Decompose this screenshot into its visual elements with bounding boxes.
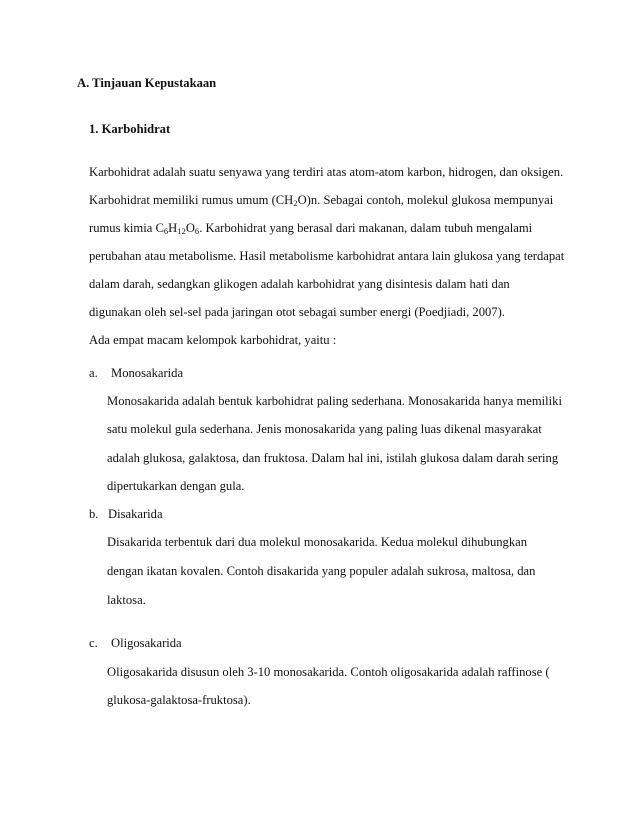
list-item-line: dipertukarkan dengan gula.: [107, 479, 245, 493]
paragraph-line: dalam darah, sedangkan glikogen adalah karbohidrat yang disintesis dalam hati dan: [89, 277, 510, 291]
subscript: 6: [194, 226, 200, 237]
list-marker: a.: [89, 366, 98, 380]
list-marker: b.: [89, 507, 99, 521]
section-heading: A. Tinjauan Kepustakaan: [77, 76, 217, 90]
list-item-line: Monosakarida adalah bentuk karbohidrat paling sederhana. Monosakarida hanya memiliki: [107, 394, 562, 408]
list-item-line: Oligosakarida disusun oleh 3-10 monosakarida. Contoh oligosakarida adalah raffinose (: [107, 665, 550, 679]
list-item-line: adalah glukosa, galaktosa, dan fruktosa. Dalam hal ini, istilah glukosa dalam darah sering: [107, 451, 559, 465]
text-fragment: rumus kimia C: [89, 221, 164, 235]
paragraph-line: Karbohidrat adalah suatu senyawa yang terdiri atas atom-atom karbon, hidrogen, dan oksigen.: [89, 165, 564, 179]
list-item-title: Oligosakarida: [111, 636, 182, 650]
text-fragment: O: [185, 221, 195, 235]
paragraph-line-formula-1: [89, 192, 553, 208]
text-fragment: Karbohidrat memiliki rumus umum (CH: [89, 193, 294, 207]
paragraph-line: perubahan atau metabolisme. Hasil metabolisme karbohidrat antara lain glukosa yang terdapat: [89, 249, 565, 263]
list-item-line: dengan ikatan kovalen. Contoh disakarida yang populer adalah sukrosa, maltosa, dan: [107, 564, 536, 578]
paragraph-line: digunakan oleh sel-sel pada jaringan otot sebagai sumber energi (Poedjiadi, 2007).: [89, 305, 505, 319]
group-sentence: Ada empat macam kelompok karbohidrat, yaitu :: [89, 333, 337, 347]
text-fragment: O)n. Sebagai contoh, molekul glukosa mempunyai: [297, 193, 554, 207]
text-fragment: . Karbohidrat yang berasal dari makanan, dalam tubuh mengalami: [199, 221, 533, 235]
paragraph-line-formula-2: [89, 220, 532, 236]
text-fragment: H: [168, 221, 178, 235]
list-item-line: laktosa.: [107, 593, 146, 607]
list-item-line: Disakarida terbentuk dari dua molekul monosakarida. Kedua molekul dihubungkan: [107, 535, 528, 549]
list-item-line: satu molekul gula sederhana. Jenis monosakarida yang paling luas dikenal masyarakat: [107, 422, 542, 436]
list-marker: c.: [89, 636, 98, 650]
list-item-title: Disakarida: [108, 507, 163, 521]
list-item-title: Monosakarida: [111, 366, 184, 380]
subscript: 2: [293, 198, 298, 209]
subscript: 12: [177, 226, 186, 237]
list-item-line: glukosa-galaktosa-fruktosa).: [107, 693, 251, 707]
subsection-heading: 1. Karbohidrat: [89, 122, 171, 136]
subscript: 6: [163, 226, 169, 237]
